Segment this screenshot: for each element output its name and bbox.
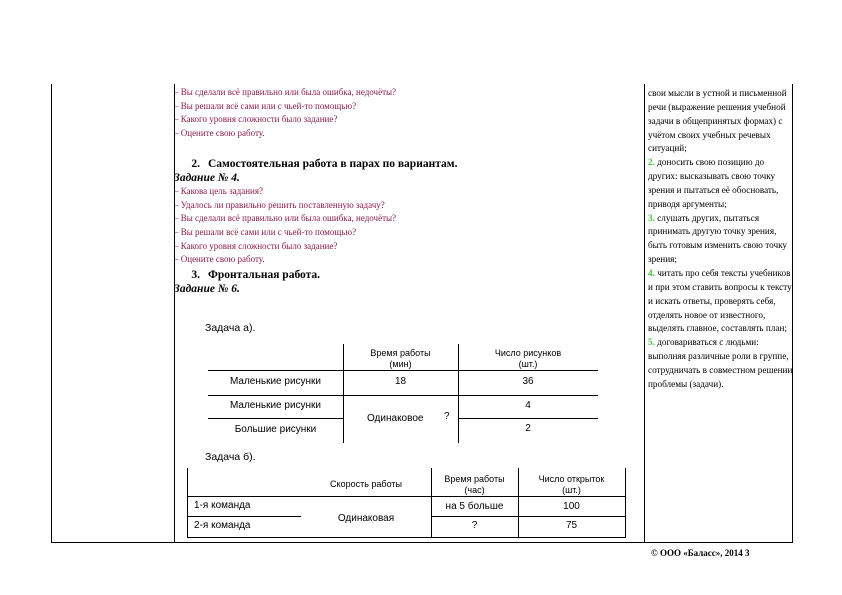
row-name: Большие рисунки bbox=[234, 424, 317, 435]
skill-item: 4. читать про себя тексты учебников и при этом ставить вопросы к тексту и искать ответы, проверять себя, отделять новое от известного, выделять главное, составлять план; bbox=[648, 267, 792, 334]
question-line: – Какова цель задания? bbox=[174, 185, 263, 196]
header-count: Число открыток (шт.) bbox=[538, 474, 605, 495]
question-line: – Оцените свою работу. bbox=[174, 128, 265, 139]
header-speed: Скорость работы bbox=[330, 479, 402, 489]
copyright-footer: © ООО «Баласс», 2014 3 bbox=[651, 548, 750, 558]
grid-line bbox=[208, 395, 598, 396]
grid-line bbox=[208, 370, 598, 371]
merged-time: Одинаковое bbox=[367, 413, 424, 424]
question-mark: ? bbox=[444, 411, 450, 422]
lesson-content bbox=[174, 86, 636, 296]
merged-speed: Одинаковая bbox=[337, 513, 395, 524]
problem-a-label: Задача а). bbox=[205, 322, 256, 334]
question-line: – Вы решали всё сами или с чьей-то помощью? bbox=[174, 100, 357, 111]
header-time: Время работы (мин) bbox=[370, 348, 431, 369]
row-count: 100 bbox=[563, 501, 580, 512]
row-count: 36 bbox=[522, 376, 534, 387]
skills-list bbox=[648, 87, 793, 392]
row-time: 18 bbox=[394, 376, 407, 387]
grid-line bbox=[431, 516, 625, 517]
grid-line bbox=[208, 418, 343, 419]
row-name: Маленькие рисунки bbox=[229, 376, 322, 387]
row-time: на 5 больше bbox=[445, 501, 504, 512]
question-line: – Вы сделали всё правильно или была ошибка, недочёты? bbox=[174, 213, 397, 224]
row-count: 4 bbox=[525, 400, 531, 411]
task-4-title: Задание № 4. bbox=[174, 171, 240, 184]
question-line: – Какого уровня сложности было задание? bbox=[174, 114, 338, 125]
row-count: 75 bbox=[565, 520, 578, 531]
grid-line bbox=[343, 395, 344, 443]
row-time: ? bbox=[471, 520, 478, 531]
grid-line bbox=[458, 418, 598, 419]
grid-line bbox=[625, 468, 626, 538]
row-name: 1-я команда bbox=[194, 500, 251, 511]
row-count: 2 bbox=[525, 423, 531, 434]
column-divider-right bbox=[644, 84, 645, 543]
header-count: Число рисунков (шт.) bbox=[494, 348, 562, 369]
question-line: – Оцените свою работу. bbox=[174, 254, 265, 265]
question-line: – Удалось ли правильно решить поставленную задачу? bbox=[174, 199, 385, 210]
question-line: – Вы решали всё сами или с чьей-то помощью? bbox=[174, 226, 357, 237]
grid-line bbox=[187, 468, 188, 538]
problem-b-label: Задача б). bbox=[205, 451, 256, 463]
row-name: 2-я команда bbox=[194, 520, 251, 531]
skill-item: 3. слушать других, пытаться принимать другую точку зрения, быть готовым изменить свою точку зрения; bbox=[648, 212, 788, 265]
skill-item: свои мысли в устной и письменной речи (выражение решения учебной задачи в общепринятых формах) с учётом своих учебных речевых ситуаций; bbox=[648, 88, 787, 154]
grid-line bbox=[187, 516, 301, 517]
skill-item: 5. договариваться с людьми: выполняя различные роли в группе, сотрудничать в совместном решении проблемы (задачи). bbox=[648, 337, 793, 389]
section-3-heading: 3. Фронтальная работа. bbox=[191, 269, 321, 282]
grid-line bbox=[187, 537, 625, 538]
header-time: Время работы (час) bbox=[444, 474, 505, 495]
task-6-title: Задание № 6. bbox=[174, 283, 240, 296]
section-2-heading: 2. Самостоятельная работа в парах по вариантам. bbox=[191, 157, 458, 170]
question-line: – Какого уровня сложности было задание? bbox=[174, 240, 338, 251]
row-name: Маленькие рисунки bbox=[229, 400, 322, 411]
skill-item: 2. доносить свою позицию до других: высказывать свою точку зрения и пытаться её обосновать, приводя аргументы; bbox=[648, 157, 779, 209]
question-line: – Вы сделали всё правильно или была ошибка, недочёты? bbox=[174, 87, 397, 97]
grid-line bbox=[187, 496, 625, 497]
